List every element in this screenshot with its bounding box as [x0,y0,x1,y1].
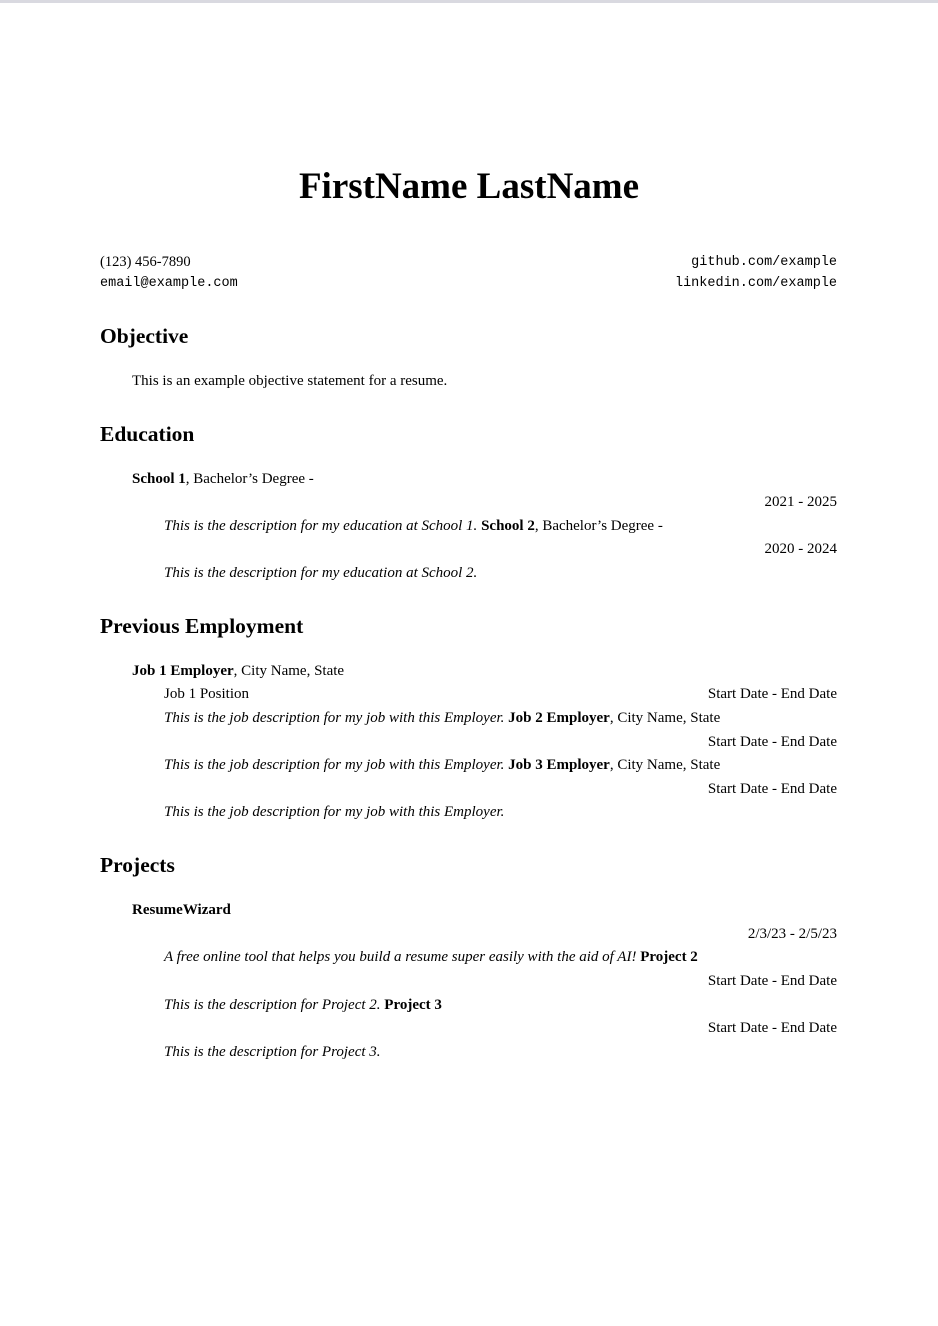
education-degree: , Bachelor’s Degree - [534,518,663,534]
top-border [0,0,938,3]
employer-location: , City Name, State [609,757,721,773]
project-dates: Start Date - End Date [707,1020,837,1036]
education-description: This is the description for my education at School 2. [164,565,478,581]
section-title-objective: Objective [100,324,189,348]
project-description: A free online tool that helps you build a resume super easily with the aid of AI! [164,949,637,965]
education-description: This is the description for my education at School 1. [164,518,478,534]
education-entry-1-heading [132,469,314,489]
project-line-3 [164,995,442,1015]
education-dates: 2020 - 2024 [764,541,837,557]
objective-text: This is an example objective statement for a resume. [132,373,448,389]
education-degree: , Bachelor’s Degree - [185,471,314,487]
job-dates: Start Date - End Date [707,734,837,750]
education-school: School 2 [481,518,535,534]
resume-name: FirstName LastName [298,166,640,207]
employment-line-2 [164,708,720,728]
project-line-2 [164,947,698,967]
job-description: This is the job description for my job with this Employer. [164,757,505,773]
job-dates: Start Date - End Date [707,686,837,702]
github-link[interactable]: github.com/example [691,255,837,270]
employment-entry-1-heading [132,661,344,681]
project-dates: 2/3/23 - 2/5/23 [747,926,837,942]
email-link[interactable]: email@example.com [100,276,238,291]
section-title-employment: Previous Employment [100,614,304,638]
linkedin-link[interactable]: linkedin.com/example [674,276,837,291]
education-dates: 2021 - 2025 [764,494,837,510]
employer-name: Job 3 Employer [508,757,610,773]
project-title: Project 3 [384,997,442,1013]
employer-location: , City Name, State [609,710,721,726]
employer-location: , City Name, State [233,663,345,679]
project-name [132,900,231,920]
project-dates: Start Date - End Date [707,973,837,989]
employer-name: Job 2 Employer [508,710,610,726]
employment-line-3 [164,755,720,775]
education-school: School 1 [132,471,186,487]
section-title-education: Education [100,422,195,446]
education-entry-1-description-line [164,516,663,536]
job-dates: Start Date - End Date [707,781,837,797]
project-title: ResumeWizard [132,902,231,918]
job-description: This is the job description for my job with this Employer. [164,804,505,820]
job-description: This is the job description for my job with this Employer. [164,710,505,726]
project-description: This is the description for Project 2. [164,997,381,1013]
project-description: This is the description for Project 3. [164,1044,381,1060]
phone: (123) 456-7890 [100,254,191,270]
section-title-projects: Projects [100,853,175,877]
employer-name: Job 1 Employer [132,663,234,679]
job-position: Job 1 Position [164,686,250,702]
project-title: Project 2 [640,949,698,965]
